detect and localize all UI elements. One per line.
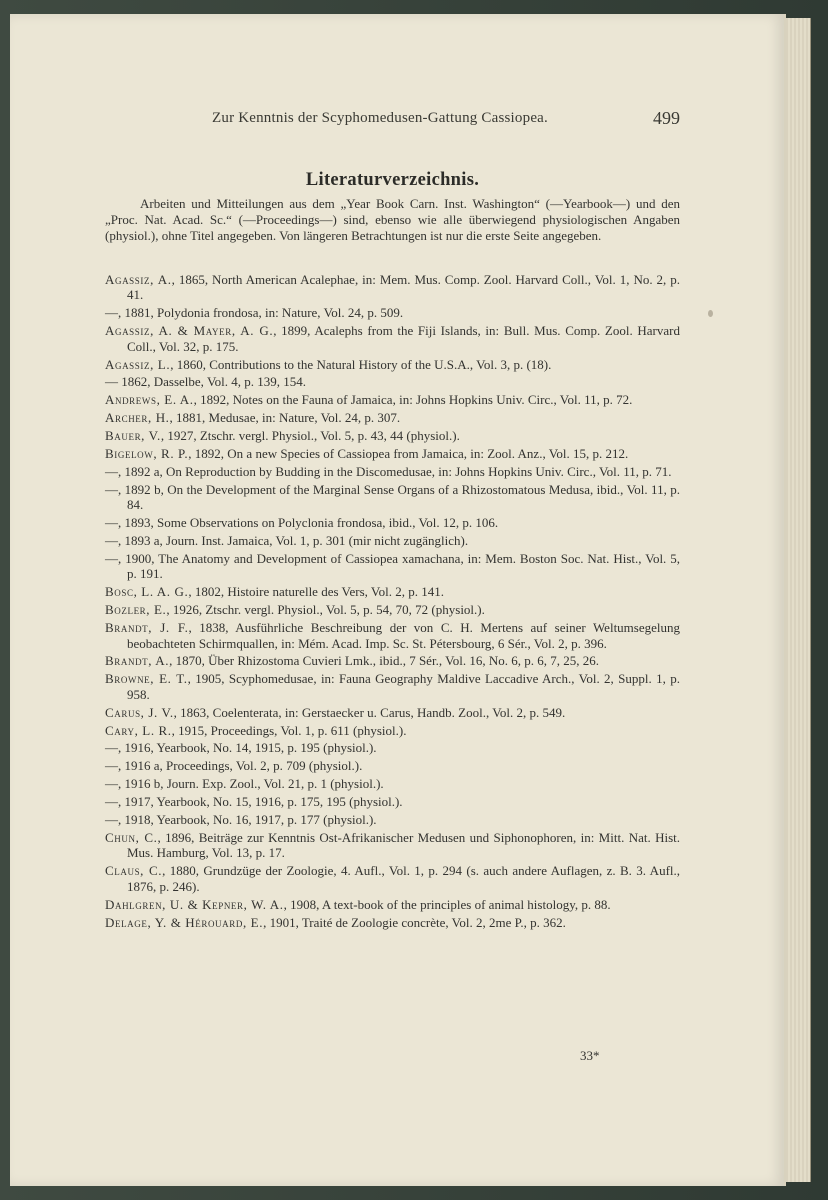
reference-text: , 1838, Ausführliche Beschreibung der von C. H. Mertens auf seiner Weltumsegelung beobachteten Schirmquallen, in: Mém. Acad. Imp. Sc. St. Pétersbourg, 6 Sér., Vol. 2, p. 396. xyxy=(127,620,680,651)
reference-author: Andrews, E. A. xyxy=(105,392,194,408)
reference-author: Browne, E. T. xyxy=(105,671,188,687)
reference-author: Bosc, L. A. G. xyxy=(105,584,189,600)
reference-entry xyxy=(105,671,680,702)
reference-entry xyxy=(105,653,680,668)
reference-author: Claus, C. xyxy=(105,863,163,879)
reference-text: —, 1892 a, On Reproduction by Budding in the Discomedusae, in: Johns Hopkins Univ. Circ., Vol. 11, p. 71. xyxy=(105,463,672,479)
reference-entry xyxy=(105,602,680,617)
reference-author: Agassiz, L. xyxy=(105,356,171,372)
running-header xyxy=(105,108,680,132)
section-title: Literaturverzeichnis. xyxy=(305,170,480,190)
reference-text: —, 1917, Yearbook, No. 15, 1916, p. 175, 195 (physiol.). xyxy=(105,794,403,810)
reference-text: , 1892, Notes on the Fauna of Jamaica, in: Johns Hopkins Univ. Circ., Vol. 11, p. 72. xyxy=(193,392,633,408)
reference-author: Carus, J. V. xyxy=(105,704,174,720)
page-number: 499 xyxy=(653,108,680,128)
reference-entry xyxy=(105,323,680,354)
reference-author: Bigelow, R. P. xyxy=(105,446,189,462)
reference-entry xyxy=(105,272,680,303)
reference-author: Agassiz, A. & Mayer, A. G. xyxy=(105,323,274,339)
reference-text: —, 1916 a, Proceedings, Vol. 2, p. 709 (physiol.). xyxy=(105,758,363,774)
reference-author: Bauer, V. xyxy=(105,428,161,444)
reference-author: Agassiz, A. xyxy=(105,272,172,287)
reference-text: —, 1881, Polydonia frondosa, in: Nature, Vol. 24, p. 509. xyxy=(105,305,404,321)
reference-text: , 1901, Traité de Zoologie concrète, Vol. 2, 2me P., p. 362. xyxy=(263,914,566,930)
reference-entry xyxy=(105,740,680,755)
reference-list xyxy=(105,272,680,932)
reference-entry xyxy=(105,357,680,372)
reference-author: Chun, C. xyxy=(105,830,158,845)
reference-entry xyxy=(105,305,680,320)
intro-paragraph: Arbeiten und Mitteilungen aus dem „Year Book Carn. Inst. Washington“ (—Yearbook—) und den „Proc. Nat. Acad. Sc.“ (—Proceedings—) sind, ebenso wie alle überwiegend physiologischen Angaben (physiol.), ohne Titel angegeben. Von längeren Betrachtungen ist nur die erste Seite angegeben. xyxy=(105,196,680,243)
reference-entry xyxy=(105,410,680,425)
reference-entry xyxy=(105,723,680,738)
reference-entry xyxy=(105,584,680,599)
reference-entry xyxy=(105,464,680,479)
page-stain xyxy=(708,310,713,317)
reference-author: Brandt, A. xyxy=(105,653,170,669)
reference-text: , 1880, Grundzüge der Zoologie, 4. Aufl., Vol. 1, p. 294 (s. auch andere Auflagen, z. B. 3. Aufl., 1876, p. 246). xyxy=(127,863,681,894)
reference-entry xyxy=(105,812,680,827)
reference-entry xyxy=(105,428,680,443)
reference-text: , 1881, Medusae, in: Nature, Vol. 24, p. 307. xyxy=(169,410,401,426)
reference-text: , 1899, Acalephs from the Fiji Islands, in: Bull. Mus. Comp. Zool. Harvard Coll., Vol. 32, p. 175. xyxy=(127,323,680,354)
reference-text: , 1865, North American Acalephae, in: Mem. Mus. Comp. Zool. Harvard Coll., Vol. 1, No. 2, p. 41. xyxy=(127,272,680,303)
reference-text: —, 1893 a, Journ. Inst. Jamaica, Vol. 1, p. 301 (mir nicht zugänglich). xyxy=(105,533,469,549)
reference-text: —, 1916, Yearbook, No. 14, 1915, p. 195 (physiol.). xyxy=(105,740,377,756)
reference-entry xyxy=(105,776,680,791)
reference-text: , 1860, Contributions to the Natural History of the U.S.A., Vol. 3, p. (18). xyxy=(170,356,552,372)
page-edges xyxy=(784,18,811,1182)
reference-entry xyxy=(105,551,680,582)
reference-text: —, 1893, Some Observations on Polyclonia frondosa, ibid., Vol. 12, p. 106. xyxy=(105,515,499,531)
reference-entry xyxy=(105,863,680,894)
reference-author: Brandt, J. F. xyxy=(105,620,189,636)
reference-entry xyxy=(105,758,680,773)
reference-text: —, 1900, The Anatomy and Development of Cassiopea xamachana, in: Mem. Boston Soc. Nat. Hist., Vol. 5, p. 191. xyxy=(105,551,680,582)
reference-entry xyxy=(105,915,680,930)
reference-entry xyxy=(105,446,680,461)
reference-text: , 1802, Histoire naturelle des Vers, Vol. 2, p. 141. xyxy=(188,584,444,600)
reference-author: Bozler, E. xyxy=(105,602,167,618)
reference-author: Cary, L. R. xyxy=(105,722,172,738)
reference-author: Delage, Y. & Hérouard, E. xyxy=(105,914,264,930)
reference-text: —, 1916 b, Journ. Exp. Zool., Vol. 21, p. 1 (physiol.). xyxy=(105,776,384,792)
reference-text: , 1908, A text-book of the principles of animal histology, p. 88. xyxy=(283,896,611,912)
reference-text: , 1863, Coelenterata, in: Gerstaecker u. Carus, Handb. Zool., Vol. 2, p. 549. xyxy=(173,704,566,720)
reference-entry xyxy=(105,533,680,548)
reference-author: Archer, H. xyxy=(105,410,170,426)
reference-entry xyxy=(105,620,680,651)
reference-text: , 1926, Ztschr. vergl. Physiol., Vol. 5, p. 54, 70, 72 (physiol.). xyxy=(166,602,485,618)
reference-entry xyxy=(105,830,680,861)
reference-entry xyxy=(105,374,680,389)
running-header-title: Zur Kenntnis der Scyphomedusen-Gattung Cassiopea. xyxy=(212,110,548,126)
reference-text: , 1905, Scyphomedusae, in: Fauna Geography Maldive Laccadive Arch., Vol. 2, Suppl. 1, p. 958. xyxy=(127,671,680,702)
reference-text: , 1896, Beiträge zur Kenntnis Ost-Afrikanischer Medusen und Siphonophoren, in: Mitt. Nat. Hist. Mus. Hamburg, Vol. 13, p. 17. xyxy=(127,830,681,861)
reference-entry xyxy=(105,515,680,530)
reference-text: , 1892, On a new Species of Cassiopea from Jamaica, in: Zool. Anz., Vol. 15, p. 212. xyxy=(188,446,629,462)
reference-text: , 1927, Ztschr. vergl. Physiol., Vol. 5, p. 43, 44 (physiol.). xyxy=(160,428,460,444)
reference-text: —, 1892 b, On the Development of the Marginal Sense Organs of a Rhizostomatous Medusa, ibid., Vol. 11, p. 84. xyxy=(105,481,680,513)
reference-entry xyxy=(105,392,680,407)
reference-entry xyxy=(105,482,680,513)
reference-text: —, 1918, Yearbook, No. 16, 1917, p. 177 (physiol.). xyxy=(105,812,377,828)
reference-entry xyxy=(105,794,680,809)
reference-entry xyxy=(105,897,680,912)
reference-author: Dahlgren, U. & Kepner, W. A. xyxy=(105,896,284,912)
reference-entry xyxy=(105,705,680,720)
reference-text: — 1862, Dasselbe, Vol. 4, p. 139, 154. xyxy=(105,374,307,390)
reference-text: , 1915, Proceedings, Vol. 1, p. 611 (physiol.). xyxy=(171,722,407,738)
signature-mark: 33* xyxy=(580,1048,600,1063)
reference-text: , 1870, Über Rhizostoma Cuvieri Lmk., ibid., 7 Sér., Vol. 16, No. 6, p. 6, 7, 25, 26. xyxy=(169,653,600,669)
